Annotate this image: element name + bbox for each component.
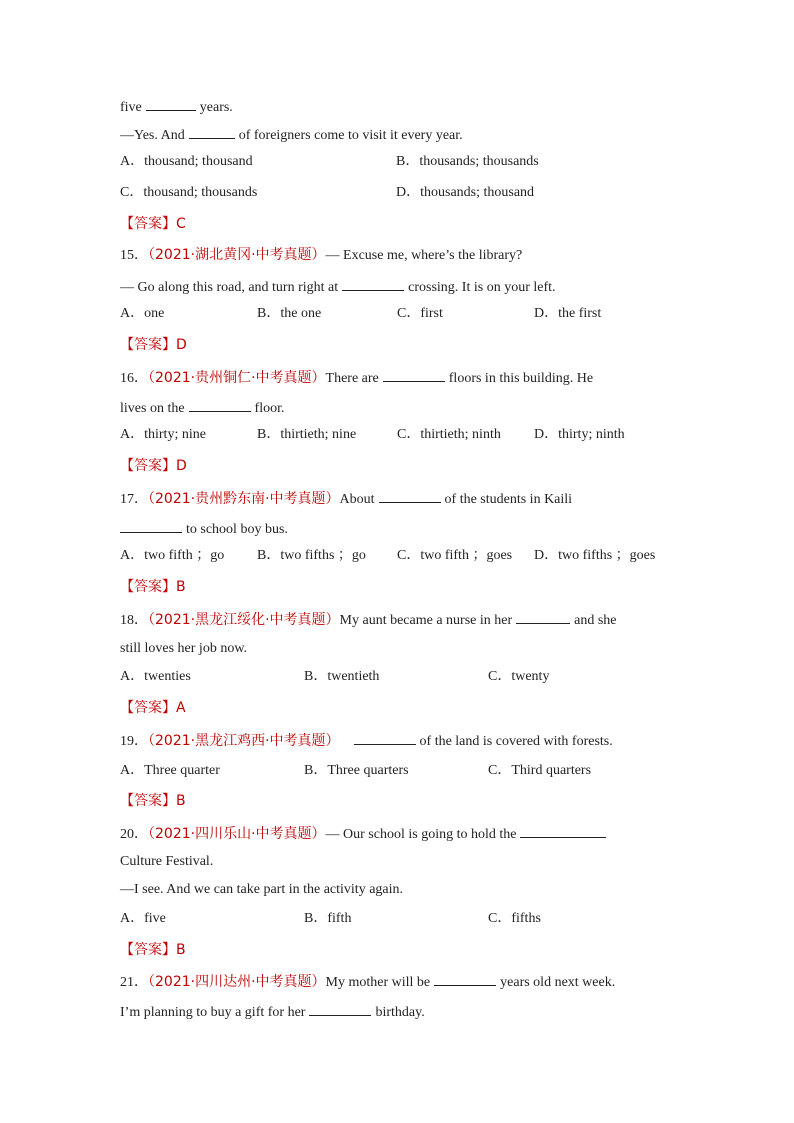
- question-number: 15．: [120, 248, 148, 263]
- question-source: （2021·四川乐山·中考真题）: [148, 826, 326, 842]
- q15-line1: [120, 246, 522, 265]
- q20-line1: [120, 824, 610, 844]
- question-source: （2021·贵州铜仁·中考真题）: [148, 370, 326, 386]
- q14-option-a: A．thousand; thousand: [120, 154, 253, 169]
- q16-option-d: D．thirty; ninth: [534, 427, 625, 442]
- text: There are: [325, 371, 379, 386]
- q15-answer: 【答案】D: [120, 337, 187, 353]
- q19-line1: [120, 731, 613, 751]
- text: years.: [199, 100, 233, 115]
- question-source: （2021·黑龙江绥化·中考真题）: [148, 612, 340, 628]
- q20-line2: Culture Festival.: [120, 854, 214, 869]
- text: — Excuse me, where’s the library?: [325, 248, 523, 263]
- q14-option-b: B．thousands; thousands: [396, 154, 539, 169]
- text: crossing. It is on your left.: [408, 280, 556, 295]
- q16-option-b: B．thirtieth; nine: [257, 427, 357, 442]
- q14-option-c: C．thousand; thousands: [120, 185, 258, 200]
- question-number: 19．: [120, 734, 148, 749]
- q17-option-b: B．two fifths ；go: [257, 548, 366, 563]
- q16-line2: [120, 398, 285, 418]
- q14-answer: 【答案】C: [120, 216, 186, 232]
- text: My aunt became a nurse in her: [339, 613, 513, 628]
- q18-line2: still loves her job now.: [120, 641, 248, 656]
- q14-option-d: D．thousands; thousand: [396, 185, 535, 200]
- question-number: 20．: [120, 827, 148, 842]
- text: five: [120, 100, 142, 115]
- q14-line2: [120, 125, 463, 145]
- answer-blank: [120, 519, 182, 533]
- text: My mother will be: [325, 975, 431, 990]
- answer-blank: [189, 125, 235, 139]
- q18-option-c: C．twenty: [488, 669, 550, 684]
- q17-answer: 【答案】B: [120, 579, 186, 595]
- answer-blank: [189, 398, 251, 412]
- text: lives on the: [120, 401, 185, 416]
- question-source: （2021·湖北黄冈·中考真题）: [148, 247, 326, 263]
- q19-option-c: C．Third quarters: [488, 763, 592, 778]
- q16-option-a: A．thirty; nine: [120, 427, 206, 442]
- answer-blank: [383, 368, 445, 382]
- q19-answer: 【答案】B: [120, 793, 186, 809]
- question-source: （2021·黑龙江鸡西·中考真题）: [148, 733, 340, 749]
- question-number: 21．: [120, 975, 148, 990]
- q21-line2: [120, 1002, 425, 1022]
- q17-option-a: A．two fifth ；go: [120, 548, 225, 563]
- q18-option-a: A．twenties: [120, 669, 191, 684]
- answer-blank: [379, 489, 441, 503]
- answer-blank: [520, 824, 606, 838]
- text: — Go along this road, and turn right at: [120, 280, 339, 295]
- q17-option-d: D．two fifths ；goes: [534, 548, 656, 563]
- answer-blank: [354, 731, 416, 745]
- text: I’m planning to buy a gift for her: [120, 1005, 306, 1020]
- q17-line1: [120, 489, 572, 509]
- answer-blank: [516, 610, 570, 624]
- q15-option-c: C．first: [397, 306, 443, 321]
- q19-option-a: A．Three quarter: [120, 763, 220, 778]
- q17-line2: [120, 519, 288, 539]
- q20-line3: —I see. And we can take part in the activity again.: [120, 882, 404, 897]
- text: birthday.: [375, 1005, 425, 1020]
- text: and she: [574, 613, 617, 628]
- text: floors in this building. He: [448, 371, 594, 386]
- text: to school boy bus.: [186, 522, 288, 537]
- q15-option-b: B．the one: [257, 306, 322, 321]
- text: —Yes. And: [120, 128, 185, 143]
- q20-option-a: A．five: [120, 911, 166, 926]
- question-number: 18．: [120, 613, 148, 628]
- text: floor.: [254, 401, 285, 416]
- text: of the land is covered with forests.: [419, 734, 613, 749]
- answer-blank: [309, 1002, 371, 1016]
- question-number: 17．: [120, 492, 148, 507]
- q17-option-c: C．two fifth ；goes: [397, 548, 513, 563]
- q16-answer: 【答案】D: [120, 458, 187, 474]
- q15-option-a: A．one: [120, 306, 165, 321]
- text: years old next week.: [500, 975, 616, 990]
- q20-option-b: B．fifth: [304, 911, 352, 926]
- question-number: 16．: [120, 371, 148, 386]
- q16-option-c: C．thirtieth; ninth: [397, 427, 501, 442]
- q20-option-c: C．fifths: [488, 911, 541, 926]
- q15-line2: [120, 277, 556, 297]
- q18-answer: 【答案】A: [120, 700, 186, 716]
- q21-line1: [120, 972, 615, 992]
- question-source: （2021·贵州黔东南·中考真题）: [148, 491, 340, 507]
- q18-line1: [120, 610, 617, 630]
- text: of foreigners come to visit it every year.: [238, 128, 463, 143]
- answer-blank: [146, 97, 196, 111]
- answer-blank: [342, 277, 404, 291]
- question-source: （2021·四川达州·中考真题）: [148, 974, 326, 990]
- q18-option-b: B．twentieth: [304, 669, 380, 684]
- q19-option-b: B．Three quarters: [304, 763, 409, 778]
- q20-answer: 【答案】B: [120, 942, 186, 958]
- text: — Our school is going to hold the: [325, 827, 517, 842]
- text: About: [339, 492, 375, 507]
- text: of the students in Kaili: [444, 492, 573, 507]
- answer-blank: [434, 972, 496, 986]
- q15-option-d: D．the first: [534, 306, 602, 321]
- q16-line1: [120, 368, 593, 388]
- q14-line1: [120, 97, 233, 117]
